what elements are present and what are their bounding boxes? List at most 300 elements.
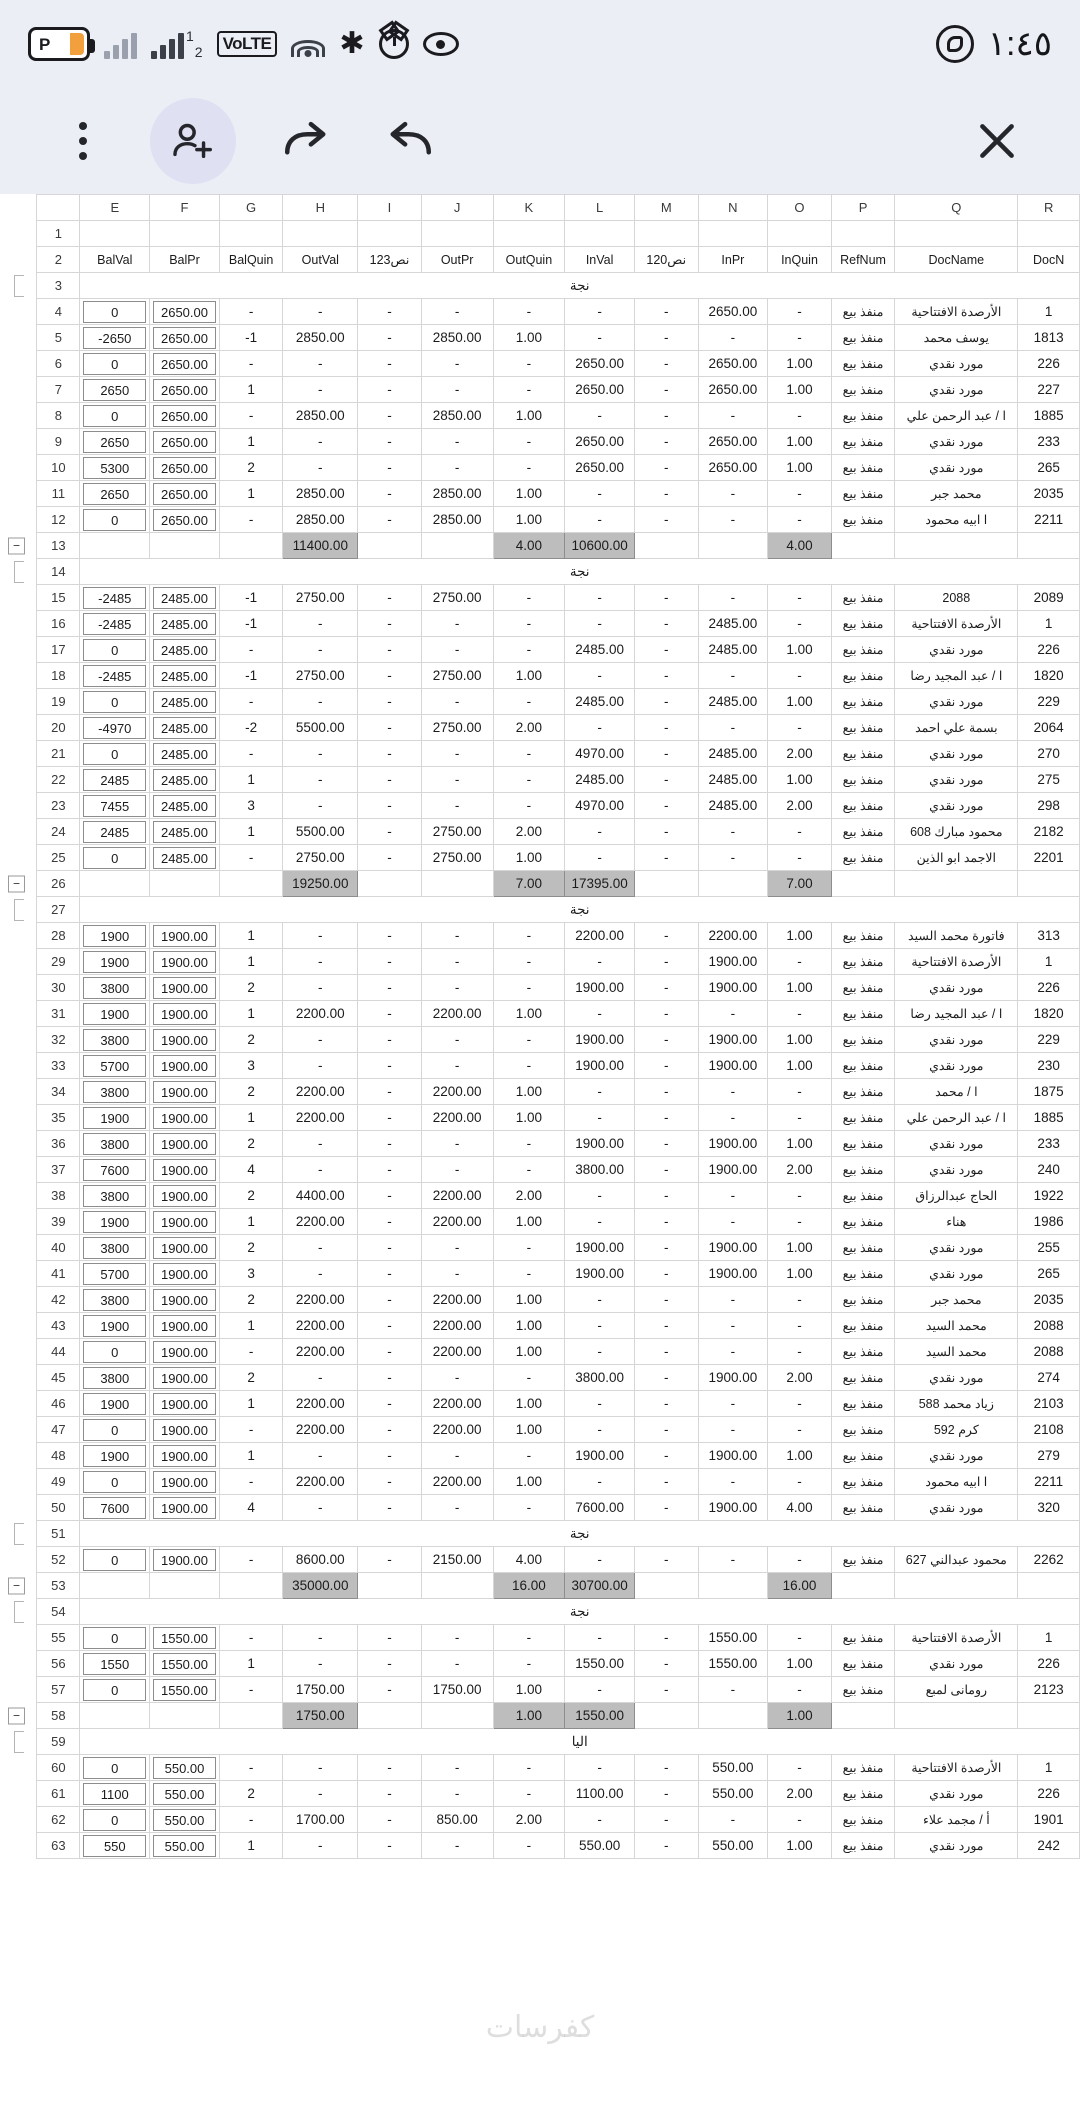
text-cell[interactable]: بسمة علي احمد [895, 715, 1018, 741]
value-cell[interactable]: 1900.00 [565, 1131, 635, 1157]
value-cell[interactable]: 2650.00 [565, 455, 635, 481]
value-cell[interactable]: 2262 [1018, 1547, 1080, 1573]
value-cell[interactable]: - [565, 325, 635, 351]
text-cell[interactable]: منفذ بيع [831, 1105, 895, 1131]
table-row[interactable] [0, 1287, 1080, 1313]
row-header-22[interactable]: 22 [37, 767, 80, 793]
value-cell[interactable] [150, 403, 220, 429]
value-cell[interactable]: 2485.00 [565, 689, 635, 715]
cell[interactable] [358, 221, 422, 247]
value-cell[interactable]: - [421, 1625, 493, 1651]
value-cell[interactable]: 1.00 [768, 637, 832, 663]
value-cell[interactable]: 1.00 [768, 377, 832, 403]
value-cell[interactable]: 550.00 [698, 1833, 768, 1859]
total-cell[interactable]: 16.00 [768, 1573, 832, 1599]
value-cell[interactable] [80, 793, 150, 819]
cell[interactable] [895, 871, 1018, 897]
value-cell[interactable]: 233 [1018, 429, 1080, 455]
row-header-9[interactable]: 9 [37, 429, 80, 455]
value-cell[interactable]: - [358, 845, 422, 871]
value-cell[interactable] [150, 923, 220, 949]
value-cell[interactable]: 2200.00 [283, 1391, 358, 1417]
row-header-35[interactable]: 35 [37, 1105, 80, 1131]
value-cell[interactable]: - [493, 1027, 565, 1053]
value-cell[interactable]: 2 [219, 1027, 283, 1053]
value-cell[interactable]: - [219, 1807, 283, 1833]
value-cell[interactable]: - [565, 845, 635, 871]
value-cell[interactable]: - [358, 403, 422, 429]
value-cell[interactable]: - [493, 949, 565, 975]
collapse-group-button[interactable]: − [8, 1707, 25, 1724]
value-cell[interactable]: - [283, 637, 358, 663]
value-cell[interactable]: 2650.00 [698, 299, 768, 325]
text-cell[interactable]: الأرصدة الافتتاحية [895, 299, 1018, 325]
select-all-corner[interactable] [37, 195, 80, 221]
value-cell[interactable]: - [358, 949, 422, 975]
group-row[interactable] [0, 273, 1080, 299]
column-header-O[interactable]: O [768, 195, 832, 221]
value-cell[interactable]: - [768, 1417, 832, 1443]
value-cell[interactable]: 1.00 [493, 481, 565, 507]
row-header-38[interactable]: 38 [37, 1183, 80, 1209]
text-cell[interactable]: منفذ بيع [831, 715, 895, 741]
value-cell[interactable]: 1550.00 [698, 1651, 768, 1677]
value-cell[interactable]: - [565, 1183, 635, 1209]
value-cell[interactable]: - [634, 1625, 698, 1651]
value-cell[interactable]: - [634, 299, 698, 325]
value-cell[interactable]: 3 [219, 1053, 283, 1079]
total-row[interactable] [0, 871, 1080, 897]
text-cell[interactable]: منفذ بيع [831, 403, 895, 429]
row-header-6[interactable]: 6 [37, 351, 80, 377]
value-cell[interactable]: - [698, 1417, 768, 1443]
value-cell[interactable]: 2650.00 [698, 455, 768, 481]
value-cell[interactable]: 230 [1018, 1053, 1080, 1079]
text-cell[interactable]: مورد نقدي [895, 351, 1018, 377]
value-cell[interactable] [150, 455, 220, 481]
field-header-3[interactable]: OutVal [283, 247, 358, 273]
cell[interactable] [895, 1703, 1018, 1729]
text-cell[interactable]: منفذ بيع [831, 325, 895, 351]
cell[interactable] [895, 1573, 1018, 1599]
value-cell[interactable]: 1900.00 [698, 1495, 768, 1521]
text-cell[interactable]: منفذ بيع [831, 1677, 895, 1703]
value-cell[interactable]: - [565, 1079, 635, 1105]
text-cell[interactable]: منفذ بيع [831, 1443, 895, 1469]
row-header-46[interactable]: 46 [37, 1391, 80, 1417]
value-cell[interactable]: - [358, 585, 422, 611]
value-cell[interactable] [150, 1547, 220, 1573]
value-cell[interactable] [150, 351, 220, 377]
value-cell[interactable]: - [698, 1391, 768, 1417]
value-cell[interactable]: - [283, 1053, 358, 1079]
value-cell[interactable]: - [634, 1417, 698, 1443]
table-row[interactable] [0, 637, 1080, 663]
table-row[interactable] [0, 715, 1080, 741]
cell[interactable] [831, 221, 895, 247]
text-cell[interactable]: منفذ بيع [831, 429, 895, 455]
value-cell[interactable]: - [493, 1781, 565, 1807]
value-cell[interactable]: - [768, 1547, 832, 1573]
value-cell[interactable]: -2 [219, 715, 283, 741]
value-cell[interactable]: - [565, 715, 635, 741]
value-cell[interactable]: - [565, 1755, 635, 1781]
field-header-6[interactable]: OutQuin [493, 247, 565, 273]
value-cell[interactable]: 1.00 [768, 1053, 832, 1079]
row-header-41[interactable]: 41 [37, 1261, 80, 1287]
text-cell[interactable]: منفذ بيع [831, 1469, 895, 1495]
value-cell[interactable]: - [634, 1365, 698, 1391]
value-cell[interactable]: - [219, 299, 283, 325]
value-cell[interactable]: 2200.00 [421, 1287, 493, 1313]
value-cell[interactable] [150, 845, 220, 871]
table-row[interactable] [0, 351, 1080, 377]
value-cell[interactable]: - [565, 299, 635, 325]
row-header-18[interactable]: 18 [37, 663, 80, 689]
text-cell[interactable]: منفذ بيع [831, 663, 895, 689]
value-cell[interactable]: 4970.00 [565, 741, 635, 767]
value-cell[interactable]: 4 [219, 1157, 283, 1183]
text-cell[interactable]: محمود مبارك 608 [895, 819, 1018, 845]
value-cell[interactable] [80, 1183, 150, 1209]
value-cell[interactable] [150, 299, 220, 325]
value-cell[interactable]: - [634, 1079, 698, 1105]
value-cell[interactable]: - [634, 507, 698, 533]
value-cell[interactable]: - [219, 1677, 283, 1703]
row-header-43[interactable]: 43 [37, 1313, 80, 1339]
value-cell[interactable]: - [493, 689, 565, 715]
value-cell[interactable]: - [493, 1625, 565, 1651]
row-header-14[interactable]: 14 [37, 559, 80, 585]
value-cell[interactable]: 1900.00 [698, 1235, 768, 1261]
value-cell[interactable]: - [283, 611, 358, 637]
value-cell[interactable]: 2200.00 [565, 923, 635, 949]
text-cell[interactable]: ا / محمد [895, 1079, 1018, 1105]
value-cell[interactable]: 2485.00 [565, 637, 635, 663]
value-cell[interactable]: - [565, 1313, 635, 1339]
value-cell[interactable]: - [634, 1209, 698, 1235]
value-cell[interactable]: - [358, 1547, 422, 1573]
value-cell[interactable]: - [493, 611, 565, 637]
cell[interactable] [698, 533, 768, 559]
text-cell[interactable]: ا ابيه محمود [895, 1469, 1018, 1495]
table-row[interactable] [0, 1183, 1080, 1209]
value-cell[interactable]: - [493, 767, 565, 793]
more-options-button[interactable] [40, 98, 126, 184]
cell[interactable] [150, 1573, 220, 1599]
text-cell[interactable]: منفذ بيع [831, 1781, 895, 1807]
row-header-63[interactable]: 63 [37, 1833, 80, 1859]
value-cell[interactable]: 1 [219, 429, 283, 455]
value-cell[interactable]: - [358, 1001, 422, 1027]
table-row[interactable] [0, 1391, 1080, 1417]
value-cell[interactable]: 2750.00 [421, 585, 493, 611]
value-cell[interactable]: 233 [1018, 1131, 1080, 1157]
value-cell[interactable]: 1.00 [768, 455, 832, 481]
value-cell[interactable]: 2200.00 [421, 1417, 493, 1443]
value-cell[interactable]: - [634, 429, 698, 455]
total-cell[interactable]: 1550.00 [565, 1703, 635, 1729]
value-cell[interactable] [150, 637, 220, 663]
value-cell[interactable]: -1 [219, 611, 283, 637]
text-cell[interactable]: الأرصدة الافتتاحية [895, 949, 1018, 975]
value-cell[interactable]: 227 [1018, 377, 1080, 403]
table-row[interactable] [0, 1807, 1080, 1833]
value-cell[interactable]: - [283, 1833, 358, 1859]
value-cell[interactable]: 1 [219, 819, 283, 845]
value-cell[interactable] [150, 767, 220, 793]
value-cell[interactable]: - [634, 1339, 698, 1365]
value-cell[interactable]: 2200.00 [698, 923, 768, 949]
value-cell[interactable]: 2089 [1018, 585, 1080, 611]
value-cell[interactable]: 3800.00 [565, 1157, 635, 1183]
table-row[interactable] [0, 1755, 1080, 1781]
value-cell[interactable]: - [283, 1755, 358, 1781]
row-header-36[interactable]: 36 [37, 1131, 80, 1157]
value-cell[interactable] [80, 715, 150, 741]
text-cell[interactable]: محمد السيد [895, 1339, 1018, 1365]
value-cell[interactable]: - [768, 507, 832, 533]
value-cell[interactable] [150, 1235, 220, 1261]
value-cell[interactable]: 1.00 [768, 1443, 832, 1469]
cell[interactable] [421, 1703, 493, 1729]
value-cell[interactable]: 2 [219, 1781, 283, 1807]
value-cell[interactable]: 2.00 [493, 1183, 565, 1209]
value-cell[interactable]: - [493, 1261, 565, 1287]
value-cell[interactable]: 1.00 [493, 507, 565, 533]
value-cell[interactable]: 2 [219, 1235, 283, 1261]
column-header-G[interactable]: G [219, 195, 283, 221]
text-cell[interactable]: الأرصدة الافتتاحية [895, 1625, 1018, 1651]
value-cell[interactable]: - [358, 455, 422, 481]
cell[interactable] [1018, 871, 1080, 897]
value-cell[interactable]: - [421, 1131, 493, 1157]
value-cell[interactable]: 265 [1018, 1261, 1080, 1287]
value-cell[interactable]: - [634, 1391, 698, 1417]
value-cell[interactable]: 1.00 [768, 1131, 832, 1157]
value-cell[interactable]: - [634, 1781, 698, 1807]
value-cell[interactable]: 2200.00 [283, 1339, 358, 1365]
value-cell[interactable]: 1.00 [493, 845, 565, 871]
row-header-4[interactable]: 4 [37, 299, 80, 325]
value-cell[interactable]: - [421, 793, 493, 819]
value-cell[interactable] [80, 1157, 150, 1183]
value-cell[interactable]: - [698, 819, 768, 845]
value-cell[interactable]: 1.00 [768, 1651, 832, 1677]
value-cell[interactable] [80, 1391, 150, 1417]
value-cell[interactable] [80, 689, 150, 715]
value-cell[interactable] [80, 455, 150, 481]
value-cell[interactable]: - [634, 481, 698, 507]
value-cell[interactable]: 2200.00 [421, 1183, 493, 1209]
value-cell[interactable]: - [358, 1053, 422, 1079]
row-header-13[interactable]: 13 [37, 533, 80, 559]
value-cell[interactable]: 2035 [1018, 481, 1080, 507]
value-cell[interactable]: - [358, 1651, 422, 1677]
value-cell[interactable]: 2 [219, 455, 283, 481]
field-header-9[interactable]: InPr [698, 247, 768, 273]
value-cell[interactable]: - [283, 923, 358, 949]
value-cell[interactable]: - [493, 1365, 565, 1391]
value-cell[interactable]: 1900.00 [565, 1053, 635, 1079]
value-cell[interactable]: - [358, 299, 422, 325]
value-cell[interactable]: - [634, 1131, 698, 1157]
column-header-P[interactable]: P [831, 195, 895, 221]
value-cell[interactable] [80, 1625, 150, 1651]
value-cell[interactable]: 320 [1018, 1495, 1080, 1521]
value-cell[interactable]: 2211 [1018, 507, 1080, 533]
undo-button[interactable] [370, 98, 456, 184]
table-row[interactable] [0, 1105, 1080, 1131]
cell[interactable] [150, 871, 220, 897]
value-cell[interactable] [80, 1053, 150, 1079]
value-cell[interactable] [80, 949, 150, 975]
value-cell[interactable]: - [565, 1001, 635, 1027]
value-cell[interactable]: 2.00 [768, 1157, 832, 1183]
cell[interactable] [565, 221, 635, 247]
value-cell[interactable]: - [283, 793, 358, 819]
cell[interactable] [80, 533, 150, 559]
row-header-33[interactable]: 33 [37, 1053, 80, 1079]
value-cell[interactable] [80, 1001, 150, 1027]
table-row[interactable] [0, 923, 1080, 949]
value-cell[interactable]: - [493, 1495, 565, 1521]
cell[interactable] [698, 1573, 768, 1599]
value-cell[interactable]: 2485.00 [565, 767, 635, 793]
field-header-13[interactable]: DocN [1018, 247, 1080, 273]
value-cell[interactable]: - [358, 1339, 422, 1365]
value-cell[interactable]: - [634, 1053, 698, 1079]
value-cell[interactable] [80, 1105, 150, 1131]
value-cell[interactable]: - [421, 975, 493, 1001]
row-header-48[interactable]: 48 [37, 1443, 80, 1469]
value-cell[interactable] [150, 1443, 220, 1469]
table-row[interactable] [0, 429, 1080, 455]
value-cell[interactable]: 2850.00 [421, 325, 493, 351]
field-header-11[interactable]: RefNum [831, 247, 895, 273]
value-cell[interactable]: 1.00 [768, 351, 832, 377]
cell[interactable] [283, 221, 358, 247]
table-row[interactable] [0, 949, 1080, 975]
value-cell[interactable]: - [421, 767, 493, 793]
value-cell[interactable]: - [768, 299, 832, 325]
value-cell[interactable]: 2182 [1018, 819, 1080, 845]
value-cell[interactable]: 7600.00 [565, 1495, 635, 1521]
value-cell[interactable]: - [634, 1469, 698, 1495]
value-cell[interactable]: 1820 [1018, 663, 1080, 689]
value-cell[interactable]: - [768, 1105, 832, 1131]
cell[interactable] [150, 533, 220, 559]
value-cell[interactable]: -1 [219, 325, 283, 351]
value-cell[interactable]: - [358, 481, 422, 507]
value-cell[interactable]: - [358, 325, 422, 351]
value-cell[interactable]: - [358, 819, 422, 845]
row-header-5[interactable]: 5 [37, 325, 80, 351]
value-cell[interactable]: 265 [1018, 455, 1080, 481]
total-row[interactable] [0, 533, 1080, 559]
value-cell[interactable]: - [358, 1443, 422, 1469]
text-cell[interactable]: مورد نقدي [895, 429, 1018, 455]
table-row[interactable] [0, 793, 1080, 819]
value-cell[interactable]: 4.00 [493, 1547, 565, 1573]
text-cell[interactable]: مورد نقدي [895, 689, 1018, 715]
value-cell[interactable]: 1 [219, 377, 283, 403]
table-row[interactable] [0, 1339, 1080, 1365]
value-cell[interactable] [80, 923, 150, 949]
value-cell[interactable]: - [421, 377, 493, 403]
value-cell[interactable] [80, 1781, 150, 1807]
row-header-2[interactable]: 2 [37, 247, 80, 273]
value-cell[interactable]: 226 [1018, 637, 1080, 663]
value-cell[interactable]: 1.00 [493, 325, 565, 351]
row-header-57[interactable]: 57 [37, 1677, 80, 1703]
field-header-2[interactable]: BalQuin [219, 247, 283, 273]
value-cell[interactable]: 1.00 [768, 767, 832, 793]
value-cell[interactable] [150, 1131, 220, 1157]
cell[interactable] [421, 1573, 493, 1599]
value-cell[interactable]: 2200.00 [421, 1105, 493, 1131]
value-cell[interactable]: - [358, 1677, 422, 1703]
text-cell[interactable]: منفذ بيع [831, 741, 895, 767]
row-header-21[interactable]: 21 [37, 741, 80, 767]
value-cell[interactable]: 2485.00 [698, 611, 768, 637]
table-row[interactable] [0, 325, 1080, 351]
cell[interactable] [150, 221, 220, 247]
row-header-53[interactable]: 53 [37, 1573, 80, 1599]
value-cell[interactable]: - [698, 1209, 768, 1235]
value-cell[interactable] [150, 975, 220, 1001]
value-cell[interactable] [80, 611, 150, 637]
text-cell[interactable]: كرم 592 [895, 1417, 1018, 1443]
value-cell[interactable]: 2201 [1018, 845, 1080, 871]
table-row[interactable] [0, 1781, 1080, 1807]
row-header-24[interactable]: 24 [37, 819, 80, 845]
value-cell[interactable]: - [634, 949, 698, 975]
value-cell[interactable]: 1550.00 [698, 1625, 768, 1651]
row-header-27[interactable]: 27 [37, 897, 80, 923]
value-cell[interactable]: - [421, 1833, 493, 1859]
value-cell[interactable]: - [358, 1157, 422, 1183]
value-cell[interactable]: - [768, 1807, 832, 1833]
value-cell[interactable]: 2650.00 [565, 377, 635, 403]
value-cell[interactable]: 1.00 [768, 975, 832, 1001]
value-cell[interactable]: - [358, 507, 422, 533]
value-cell[interactable]: - [698, 845, 768, 871]
value-cell[interactable]: - [698, 1079, 768, 1105]
row-header-51[interactable]: 51 [37, 1521, 80, 1547]
row-header-19[interactable]: 19 [37, 689, 80, 715]
value-cell[interactable]: - [358, 1183, 422, 1209]
row-header-47[interactable]: 47 [37, 1417, 80, 1443]
value-cell[interactable]: 1750.00 [283, 1677, 358, 1703]
value-cell[interactable]: 2200.00 [283, 1287, 358, 1313]
text-cell[interactable]: منفذ بيع [831, 1339, 895, 1365]
value-cell[interactable]: 2.00 [493, 715, 565, 741]
value-cell[interactable]: - [358, 1027, 422, 1053]
value-cell[interactable]: - [421, 689, 493, 715]
value-cell[interactable]: - [565, 1287, 635, 1313]
table-row[interactable] [0, 1677, 1080, 1703]
text-cell[interactable]: ا / عبد المجيد رضا [895, 663, 1018, 689]
value-cell[interactable]: - [358, 1131, 422, 1157]
column-header-R[interactable]: R [1018, 195, 1080, 221]
value-cell[interactable]: 2 [219, 1079, 283, 1105]
value-cell[interactable]: - [634, 1261, 698, 1287]
value-cell[interactable]: 550.00 [698, 1781, 768, 1807]
value-cell[interactable]: 5500.00 [283, 715, 358, 741]
value-cell[interactable]: 1.00 [768, 1235, 832, 1261]
value-cell[interactable]: 2108 [1018, 1417, 1080, 1443]
